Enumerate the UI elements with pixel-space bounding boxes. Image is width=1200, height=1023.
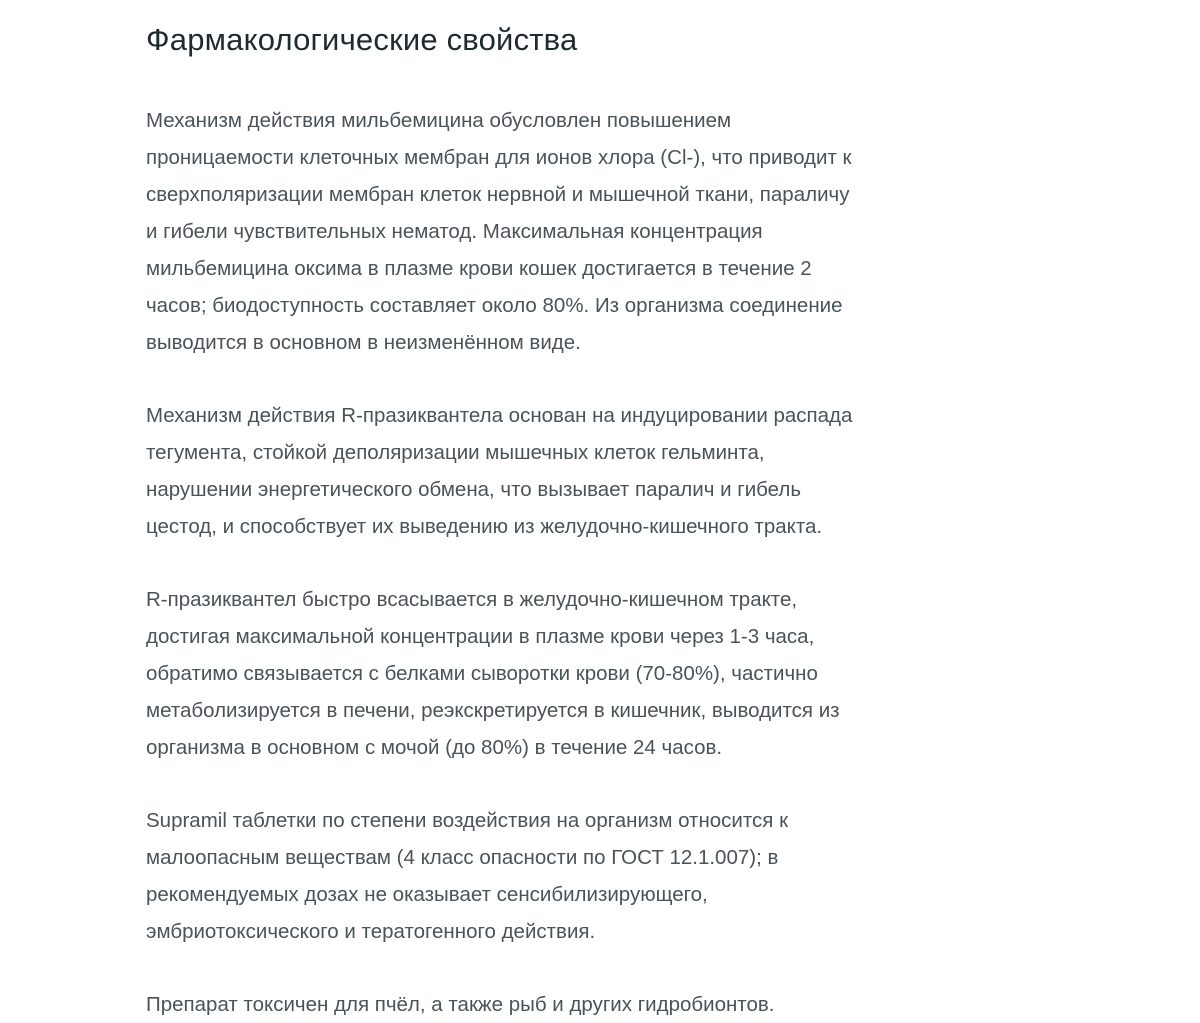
paragraph-praziquantel-mechanism: Механизм действия R-празиквантела основан на индуцировании распада тегумента, стойкой деполяризации мышечных клеток гельминта, нарушении энергетического обмена, что вызывает паралич и гибель цестод, и способствует их выведению из желудочно-кишечного тракта. (146, 404, 853, 538)
paragraph-toxicity-class: Supramil таблетки по степени воздействия на организм относится к малоопасным веществам (4 класс опасности по ГОСТ 12.1.007); в рекомендуемых дозах не оказывает сенсибилизирующего, эмбриотоксического и тератогенного действия. (146, 809, 789, 943)
paragraph-milbemycin-mechanism: Механизм действия мильбемицина обусловлен повышением проницаемости клеточных мембран для ионов хлора (Cl-), что приводит к сверхполяризации мембран клеток нервной и мышечной ткани, параличу и гибели чувствительных нематод. Максимальная концентрация мильбемицина оксима в плазме крови кошек достигается в течение 2 часов; биодоступность составляет около 80%. Из организма соединение выводится в основном в неизменённом виде. (146, 109, 852, 354)
paragraph-environmental-warning: Препарат токсичен для пчёл, а также рыб и других гидробионтов. (146, 993, 775, 1016)
pharmacology-section (146, 18, 1006, 1023)
section-title: Фармакологические свойства (146, 22, 578, 57)
paragraph-praziquantel-pharmacokinetics: R-празиквантел быстро всасывается в желудочно-кишечном тракте, достигая максимальной концентрации в плазме крови через 1-3 часа, обратимо связывается с белками сыворотки крови (70-80%), частично метаболизируется в печени, реэкскретируется в кишечник, выводится из организма в основном с мочой (до 80%) в течение 24 часов. (146, 588, 840, 759)
